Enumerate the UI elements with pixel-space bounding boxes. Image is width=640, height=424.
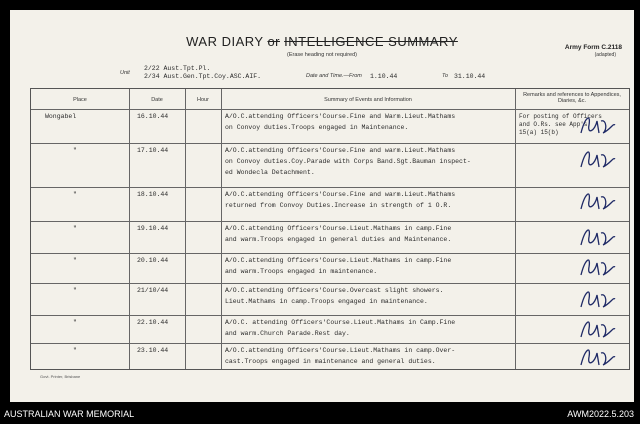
- summary-line: A/O.C.attending Officers'Course.Lieut.Mathams in camp.Over-: [225, 347, 456, 354]
- summary-line: and warm.Troops engaged in general duties and Maintenance.: [225, 236, 452, 243]
- to-label: To: [442, 73, 448, 79]
- remarks-note-line: For posting of Officers: [519, 113, 602, 120]
- col-header-hour: Hour: [197, 97, 209, 103]
- title-or: or: [267, 34, 281, 49]
- remarks-note-line: and O.Rs. see App's: [519, 121, 588, 128]
- remarks-note-line: 15(a) 15(b): [519, 129, 559, 136]
- unit-line-1: 2/22 Aust.Tpt.Pl.: [144, 65, 211, 72]
- page-title: [10, 34, 634, 49]
- title-intelligence-summary: INTELLIGENCE SUMMARY: [284, 34, 458, 49]
- col-header-remarks: Remarks and references to Appendices, Diaries, &c.: [523, 92, 621, 104]
- footer-accession: AWM2022.5.203: [567, 409, 634, 419]
- row-divider: [31, 343, 629, 344]
- row-date: 17.10.44: [137, 147, 169, 154]
- row-place: ": [73, 191, 77, 198]
- summary-line: A/O.C.attending Officers'Course.Fine and warm.Lieut.Mathams: [225, 191, 456, 198]
- row-place: ": [73, 147, 77, 154]
- diary-sheet: [10, 10, 634, 402]
- row-divider: [31, 187, 629, 188]
- footer: [0, 404, 640, 424]
- row-place: ": [73, 287, 77, 294]
- date-to: 31.10.44: [454, 73, 486, 80]
- signature-icon: [577, 111, 617, 139]
- row-place: ": [73, 225, 77, 232]
- printer-imprint: Govt. Printer, Brisbane: [40, 374, 81, 379]
- summary-line: on Convoy duties.Troops engaged in Maintenance.: [225, 124, 409, 131]
- row-date: 22.10.44: [137, 319, 169, 326]
- row-divider: [31, 143, 629, 144]
- summary-line: ed Wondecla Detachment.: [225, 169, 315, 176]
- row-divider: [31, 253, 629, 254]
- signature-icon: [577, 223, 617, 251]
- row-date: 19.10.44: [137, 225, 169, 232]
- signature-icon: [577, 285, 617, 313]
- row-divider: [31, 283, 629, 284]
- signature-icon: [577, 343, 617, 371]
- footer-institution: AUSTRALIAN WAR MEMORIAL: [4, 409, 135, 419]
- row-date: 18.10.44: [137, 191, 169, 198]
- summary-line: and warm.Church Parade.Rest day.: [225, 330, 350, 337]
- summary-line: A/O.C.attending Officers'Course.Lieut.Mathams in camp.Fine: [225, 225, 452, 232]
- row-divider: [31, 315, 629, 316]
- row-date: 16.10.44: [137, 113, 169, 120]
- row-place: ": [73, 319, 77, 326]
- row-place: ": [73, 347, 77, 354]
- row-divider: [31, 221, 629, 222]
- signature-icon: [577, 145, 617, 173]
- row-date: 23.10.44: [137, 347, 169, 354]
- unit-line-2: 2/34 Aust.Gen.Tpt.Coy.ASC.AIF.: [144, 73, 262, 80]
- col-header-place: Place: [73, 97, 87, 103]
- signature-icon: [577, 187, 617, 215]
- summary-line: A/O.C.attending Officers'Course.Fine and warm.Lieut.Mathams: [225, 147, 456, 154]
- row-place: ": [73, 257, 77, 264]
- adapted-note: (adapted): [594, 52, 616, 58]
- date-label: Date and Time.—From: [306, 73, 362, 79]
- signature-icon: [577, 253, 617, 281]
- army-form-number: Army Form C.2118: [564, 44, 622, 51]
- col-header-date: Date: [151, 97, 163, 103]
- row-date: 20.10.44: [137, 257, 169, 264]
- subtitle: (Erase heading not required): [286, 52, 357, 58]
- col-header-summary: Summary of Events and Information: [324, 97, 412, 103]
- title-war-diary: WAR DIARY: [186, 34, 264, 49]
- summary-line: and warm.Troops engaged in maintenance.: [225, 268, 378, 275]
- summary-line: A/O.C. attending Officers'Course.Lieut.Mathams in Camp.Fine: [225, 319, 456, 326]
- row-place: Wongabel: [45, 113, 77, 120]
- summary-line: on Convoy duties.Coy.Parade with Corps Band.Sgt.Bauman inspect-: [225, 158, 471, 165]
- summary-line: A/O.C.attending Officers'Course.Fine and Warm.Lieut.Mathams: [225, 113, 456, 120]
- summary-line: A/O.C.attending Officers'Course.Overcast slight showers.: [225, 287, 444, 294]
- row-date: 21/10/44: [137, 287, 169, 294]
- summary-line: Lieut.Mathams in camp.Troops engaged in maintenance.: [225, 298, 428, 305]
- signature-icon: [577, 315, 617, 343]
- summary-line: A/O.C.attending Officers'Course.Lieut.Mathams in camp.Fine: [225, 257, 452, 264]
- unit-label: Unit: [120, 70, 130, 76]
- diary-table: [30, 88, 630, 370]
- summary-line: returned from Convoy Duties.Increase in strength of 1 O.R.: [225, 202, 452, 209]
- date-from: 1.10.44: [370, 73, 398, 80]
- summary-line: cast.Troops engaged in maintenance and general duties.: [225, 358, 436, 365]
